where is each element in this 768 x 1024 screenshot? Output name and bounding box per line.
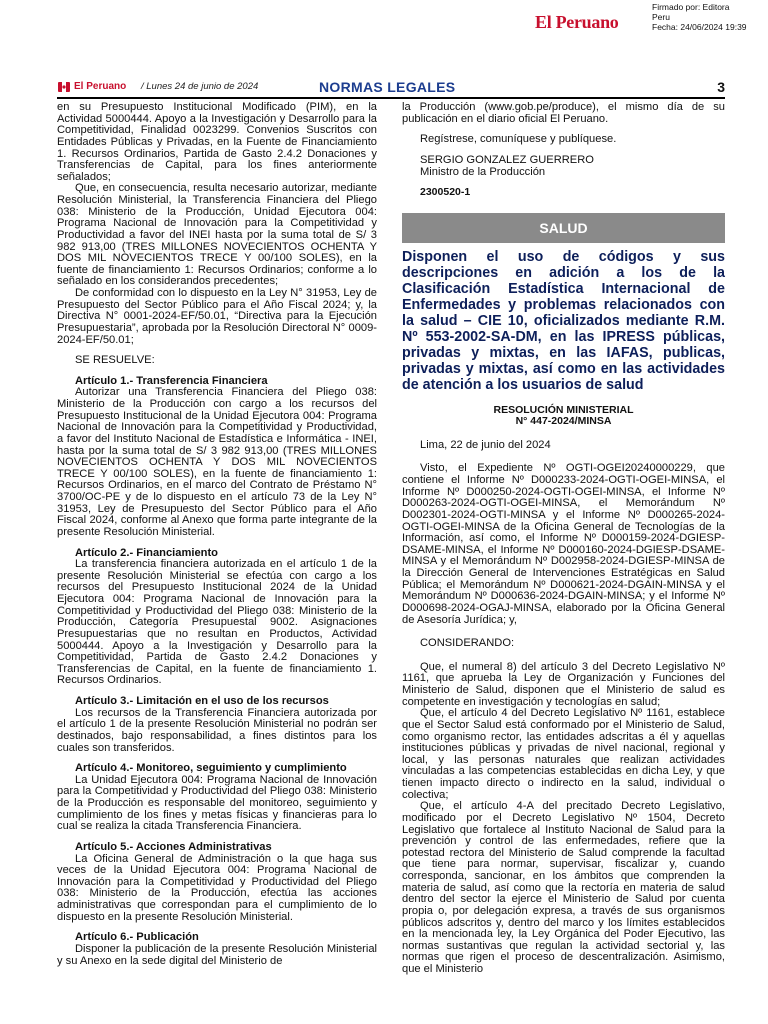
closing-formula: Regístrese, comuníquese y publíquese. (420, 133, 617, 146)
stamp-line: Fecha: 24/06/2024 19:39 (652, 22, 747, 32)
header-rule (57, 97, 725, 99)
newspaper-brand: El Peruano (74, 81, 127, 92)
article-2-title: Artículo 2.- Financiamiento (75, 546, 218, 559)
resolution-title: RESOLUCIÓN MINISTERIAL (493, 403, 634, 416)
paragraph: la Producción (www.gob.pe/produce), el mismo día de su publicación en el diario oficial El Peruano. (402, 101, 725, 125)
issue-date: / Lunes 24 de junio de 2024 (141, 81, 259, 92)
paragraph: en su Presupuesto Institucional Modificado (PIM), en la Actividad 5000444. Apoyo a la Investigación y Desarrollo para la Competitividad, Finalidad 0023299. Convenios Suscritos con Entidades Públicas y Privadas, en la Fuente de Financiamiento 1. Recursos Ordinarios, Partida de Gasto 2.4.2 Donaciones y Transferencias de Capital, para los fines anteriormente señalados; (57, 101, 377, 183)
digital-signature-stamp (652, 2, 747, 32)
article-1-text: Autorizar una Transferencia Financiera del Pliego 038: Ministerio de la Producción con cargo a los recursos del Presupuesto Institucional de la Unidad Ejecutora 004: Programa Nacional de Innovación para la Competitividad y Productividad, a favor del Instituto Nacional de Estadística e Informática - INEI, hasta por la suma total de S/ 3 982 913,00 (TRES MILLONES NOVECIENTOS OCHENTA Y DOS MIL NOVECIENTOS TRECE Y 00/100 SOLES), en la fuente de financiamiento 1: Recursos Ordinarios, en el marco del Contrato de Préstamo N° 3700/OC-PE y de lo dispuesto en el artículo 73 de la Ley N° 31953, Ley de Presupuesto del Sector Público para el Año Fiscal 2024, conforme al Anexo que forma parte integrante de la presente Resolución Ministerial. (57, 386, 377, 538)
place-date: Lima, 22 de junio del 2024 (420, 438, 551, 451)
article-5-title: Artículo 5.- Acciones Administrativas (75, 840, 272, 853)
article-5-text: La Oficina General de Administración o la que haga sus veces de la Unidad Ejecutora 004: Programa Nacional de Innovación para la Competitividad y Productividad del Pliego 038: Ministerio de la Producción, efectúa las acciones administrativas que correspondan para el cumplimiento de lo dispuesto en la presente Resolución Ministerial. (57, 852, 377, 923)
stamp-line: Firmado por: Editora (652, 2, 730, 12)
considering-heading: CONSIDERANDO: (420, 637, 515, 650)
paragraph: Que, el artículo 4 del Decreto Legislativo Nº 1161, establece que el Sector Salud está conformado por el Ministerio de Salud, como organismo rector, las entidades adscritas a él y aquellas instituciones públicas y privadas de nivel nacional, regional y local, y las personas naturales que realizan actividades vinculadas a las competencias establecidas en dicha Ley, y que tienen impacto directo o indirecto en la salud, individual o colectiva; (402, 707, 725, 801)
publication-code: 2300520-1 (420, 186, 471, 199)
paragraph: Que, el artículo 4-A del precitado Decreto Legislativo, modificado por el Decreto Legislativo Nº 1504, Decreto Legislativo que fortalece al Instituto Nacional de Salud para la prevención y control de las enfermedades, refiere que la potestad rectora del Ministerio de Salud comprende la facultad que tiene para normar, supervisar, fiscalizar y, cuando corresponda, sancionar, en los ámbitos que comprenden la materia de salud, así como que la rectoría en materia de salud dentro del sector la ejerce el Ministerio de Salud por cuenta propia o, por delegación expresa, a través de sus organismos públicos adscritos y, dentro del marco y los límites establecidos en la mencionada ley, la Ley Orgánica del Poder Ejecutivo, las normas sustantivas que regulan la actividad sectorial y, las normas que rigen el proceso de descentralización. Asimismo, que el Ministerio (402, 800, 725, 975)
resolves-heading: SE RESUELVE: (75, 354, 155, 367)
article-6-title: Artículo 6.- Publicación (75, 931, 199, 944)
stamp-line: Peru (652, 12, 670, 22)
page-number: 3 (717, 79, 725, 95)
signer-title: Ministro de la Producción (420, 165, 546, 178)
peru-shield-icon (57, 80, 71, 94)
signer-name: SERGIO GONZALEZ GUERRERO (420, 153, 594, 166)
paragraph: Que, el numeral 8) del artículo 3 del Decreto Legislativo Nº 1161, que aprueba la Ley de Organización y Funciones del Ministerio de Salud, disponen que el Ministerio de salud es competente en investigación y tecnologías en salud; (402, 660, 725, 708)
page-header (57, 80, 725, 96)
article-4-text: La Unidad Ejecutora 004: Programa Nacional de Innovación para la Competitividad y Productividad del Pliego 038: Ministerio de la Producción es responsable del monitoreo, seguimiento y cumplimiento de los fines y metas físicas y financieras para lo cual se realiza la citada Transferencia Financiera. (57, 773, 377, 833)
section-title: NORMAS LEGALES (319, 79, 456, 95)
article-3-text: Los recursos de la Transferencia Financiera autorizada por el artículo 1 de la presente Resolución Ministerial no podrán ser destinados, bajo responsabilidad, a fines distintos para los cuales son transferidos. (57, 706, 377, 754)
stamp-logo: El Peruano (535, 12, 619, 32)
paragraph: De conformidad con lo dispuesto en la Ley N° 31953, Ley de Presupuesto del Sector Público para el Año Fiscal 2024; y, la Directiva N° 0001-2024-EF/50.01, “Directiva para la Ejecución Presupuestaria”, aprobada por la Resolución Directoral N° 0009-2024-EF/50.01; (57, 287, 377, 346)
article-2-text: La transferencia financiera autorizada en el artículo 1 de la presente Resolución Ministerial se efectúa con cargo a los recursos del Presupuesto Institucional 2024 de la Unidad Ejecutora 004: Programa Nacional de Innovación para la Competitividad y Productividad del Pliego 038: Ministerio de la Producción, Categoría Presupuestal 9002. Asignaciones Presupuestarias que no resultan en Productos, Actividad 5000444. Apoyo a la Investigación y Desarrollo para la Competitividad, Partida de Gasto 2.4.2 Donaciones y Transferencias de Capital, en la fuente de financiamiento 1. Recursos Ordinarios. (57, 558, 377, 687)
article-1-title: Artículo 1.- Transferencia Financiera (75, 374, 268, 387)
visto-paragraph: Visto, el Expediente Nº OGTI-OGEI20240000229, que contiene el Informe Nº D000233-2024-OGTI-OGEI-MINSA, el Informe Nº D000250-2024-OGTI-OGEI-MINSA, el Informe Nº D000263-2024-OGTI-OGEI-MINSA, el Memorándum Nº D002301-2024-OGTI-MINSA y el Informe Nº D000265-2024-OGTI-OGEI-MINSA de la Oficina General de Tecnologías de la Información, así como, el Informe Nº D000159-2024-DGIESP-DSAME-MINSA, el Informe Nº D000160-2024-DGIESP-DSAME-MINSA y el Memorándum Nº D002958-2024-DGIESP-MINSA de la Dirección General de Intervenciones Estratégicas en Salud Pública; el Memorándum Nº D000621-2024-DGAIN-MINSA y el Memorándum Nº D000636-2024-DGAIN-MINSA; y el Informe Nº D000698-2024-OGAJ-MINSA, elaborado por la Oficina General de Asesoría Jurídica; y, (402, 462, 725, 626)
left-column (57, 102, 377, 967)
article-6-text: Disponer la publicación de la presente Resolución Ministerial y su Anexo en la sede digital del Ministerio de (57, 942, 377, 967)
article-3-title: Artículo 3.- Limitación en el uso de los recursos (75, 695, 329, 707)
right-column (402, 102, 725, 976)
resolution-number: N° 447-2024/MINSA (515, 415, 612, 428)
article-4-title: Artículo 4.- Monitoreo, seguimiento y cumplimiento (75, 762, 347, 775)
section-banner: SALUD (402, 213, 725, 243)
paragraph: Que, en consecuencia, resulta necesario autorizar, mediante Resolución Ministerial, la Transferencia Financiera del Pliego 038: Ministerio de la Producción, Unidad Ejecutora 004: Programa Nacional de Innovación para la Competitividad y Productividad a favor del INEI hasta por la suma total de S/ 3 982 913,00 (TRES MILLONES NOVECIENTOS OCHENTA Y DOS MIL NOVECIENTOS TRECE Y 00/100 SOLES), en la fuente de financiamiento 1: Recursos Ordinarios; conforme a lo señalado en los considerandos precedentes; (57, 182, 377, 288)
norm-headline: Disponen el uso de códigos y sus descripciones en adición a los de la Clasificación Estadística Internacional de Enfermedades y problemas relacionados con la salud – CIE 10, oficializados mediante R.M. Nº 553-2002-SA-DM, en las IPRESS públicas, privadas y mixtas, en las IAFAS, publicas, privadas y mixtas, así como en las actividades de atención a los usuarios de salud (402, 248, 725, 393)
